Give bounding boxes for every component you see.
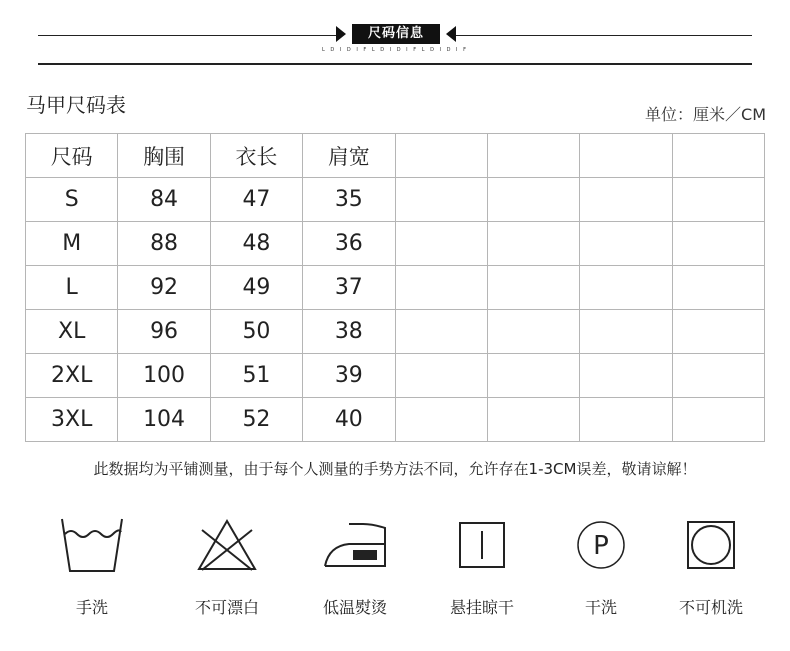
table-cell <box>395 310 487 354</box>
table-cell <box>672 354 764 398</box>
table-cell: 39 <box>303 354 395 398</box>
column-header <box>487 134 579 178</box>
column-header: 衣长 <box>210 134 302 178</box>
table-cell <box>672 266 764 310</box>
care-item-hang-dry <box>432 515 532 618</box>
table-cell <box>580 266 672 310</box>
care-item-no-machine-wash <box>661 515 761 618</box>
table-cell <box>395 266 487 310</box>
table-cell <box>580 178 672 222</box>
dry-clean-icon <box>576 520 626 570</box>
table-cell: 48 <box>210 222 302 266</box>
table-cell <box>395 354 487 398</box>
table-cell: 92 <box>118 266 210 310</box>
arrow-left-icon <box>446 26 456 42</box>
table-cell: 50 <box>210 310 302 354</box>
care-label: 悬挂晾干 <box>449 598 514 617</box>
care-item-dry-clean <box>551 515 651 618</box>
column-header <box>395 134 487 178</box>
header-subtitle: L D I D I F L D I D I F L D I D I F <box>300 47 490 53</box>
table-cell <box>580 310 672 354</box>
care-label: 不可漂白 <box>194 598 259 617</box>
table-row <box>26 222 765 266</box>
unit-label: 单位：厘米／CM <box>645 105 766 124</box>
arrow-right-icon <box>336 26 346 42</box>
care-label: 干洗 <box>584 598 617 617</box>
table-cell: 96 <box>118 310 210 354</box>
care-item-low-iron <box>305 515 405 618</box>
table-cell: 84 <box>118 178 210 222</box>
table-row <box>26 310 765 354</box>
size-table <box>25 133 765 442</box>
table-cell: 52 <box>210 398 302 442</box>
table-cell <box>487 398 579 442</box>
table-cell <box>487 178 579 222</box>
column-header: 胸围 <box>118 134 210 178</box>
care-item-hand-wash <box>42 515 142 618</box>
column-header: 尺码 <box>26 134 118 178</box>
table-cell: 88 <box>118 222 210 266</box>
table-cell: 37 <box>303 266 395 310</box>
table-cell <box>580 222 672 266</box>
care-label: 不可机洗 <box>678 598 743 617</box>
header-rule-bottom <box>38 63 752 65</box>
table-cell <box>672 178 764 222</box>
column-header <box>580 134 672 178</box>
care-item-no-bleach <box>177 515 277 618</box>
table-cell <box>672 222 764 266</box>
table-cell <box>672 398 764 442</box>
table-cell: L <box>26 266 118 310</box>
header-badge: 尺码信息 <box>352 24 440 44</box>
table-cell: 100 <box>118 354 210 398</box>
svg-text:P: P <box>593 531 609 561</box>
hand-wash-icon <box>59 516 125 574</box>
table-cell: S <box>26 178 118 222</box>
table-cell <box>395 178 487 222</box>
no-machine-wash-icon <box>686 520 736 570</box>
no-bleach-icon <box>196 518 258 572</box>
table-cell <box>487 354 579 398</box>
table-cell: 51 <box>210 354 302 398</box>
measurement-note: 此数据均为平铺测量，由于每个人测量的手势方法不同，允许存在1-3CM误差，敬请谅解！ <box>93 460 697 478</box>
table-row <box>26 354 765 398</box>
table-cell <box>672 310 764 354</box>
table-cell: 3XL <box>26 398 118 442</box>
column-header <box>672 134 764 178</box>
column-header: 肩宽 <box>303 134 395 178</box>
page-title: 马甲尺码表 <box>26 93 126 117</box>
table-cell <box>580 354 672 398</box>
table-cell: 104 <box>118 398 210 442</box>
table-cell: M <box>26 222 118 266</box>
table-cell: 35 <box>303 178 395 222</box>
low-iron-icon <box>323 520 387 570</box>
hang-dry-icon <box>458 521 506 569</box>
table-cell: 40 <box>303 398 395 442</box>
care-label: 低温熨烫 <box>322 598 387 617</box>
table-cell: XL <box>26 310 118 354</box>
table-cell <box>395 222 487 266</box>
table-cell: 38 <box>303 310 395 354</box>
table-header-row <box>26 134 765 178</box>
care-label: 手洗 <box>75 598 108 617</box>
table-cell: 36 <box>303 222 395 266</box>
table-cell <box>395 398 487 442</box>
table-row <box>26 398 765 442</box>
table-cell: 47 <box>210 178 302 222</box>
table-cell <box>487 266 579 310</box>
table-row <box>26 178 765 222</box>
table-cell <box>487 310 579 354</box>
table-cell <box>487 222 579 266</box>
table-cell: 2XL <box>26 354 118 398</box>
table-cell: 49 <box>210 266 302 310</box>
table-row <box>26 266 765 310</box>
table-cell <box>580 398 672 442</box>
